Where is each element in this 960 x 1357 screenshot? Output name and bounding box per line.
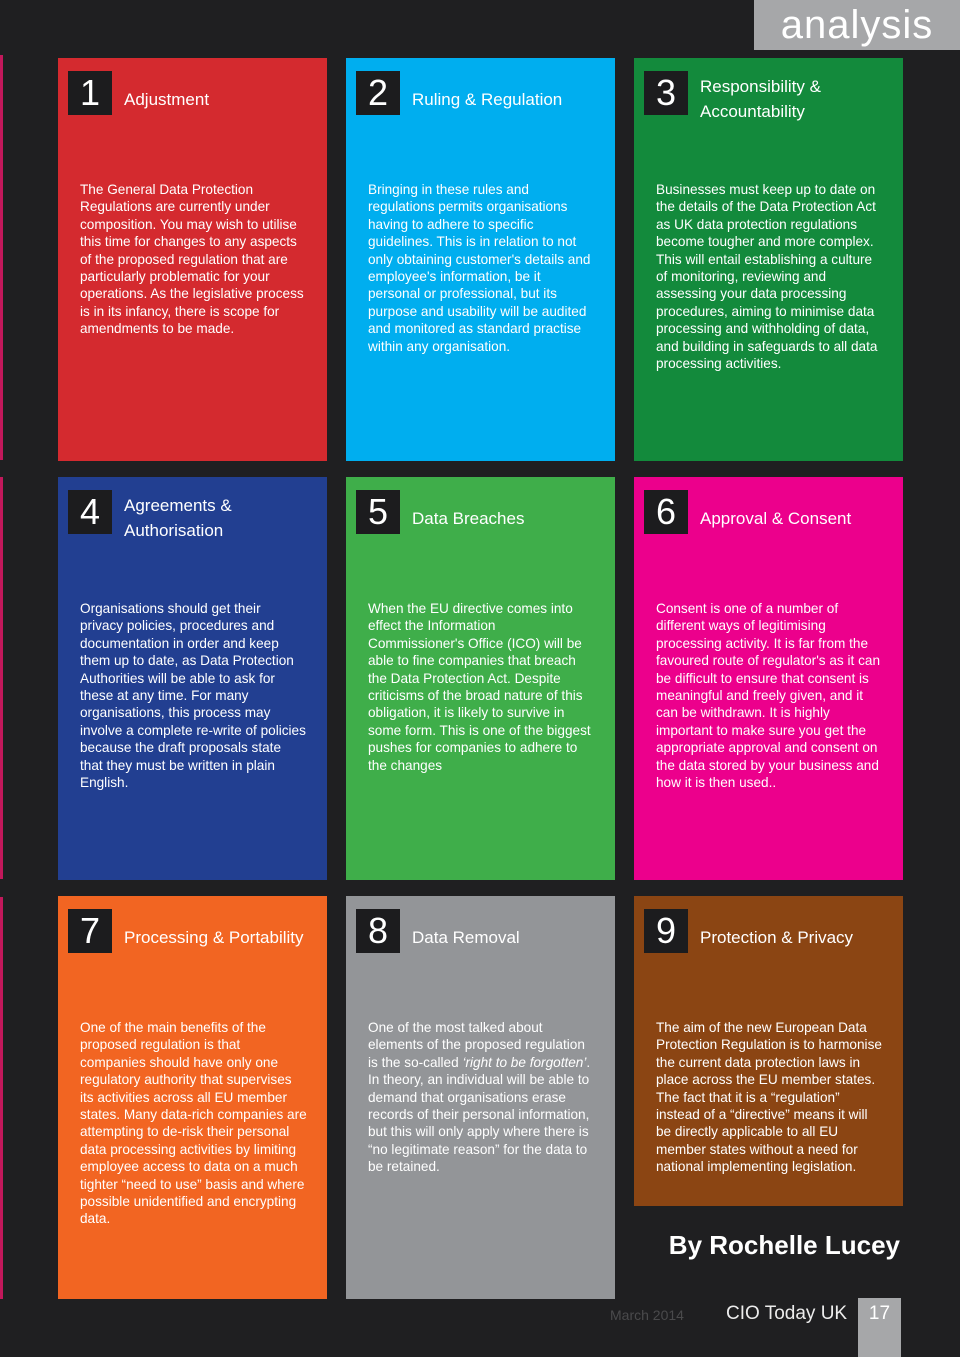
card-number: 2 [356,71,400,115]
card-body: The General Data Protection Regulations are currently under composition. You may wish to utilise this time for changes to any aspects of the proposed regulation that are particularly problematic for your operations. As the legislative process is in its infancy, there is scope for amendments to be made. [80,182,304,337]
section-tab: analysis [754,0,960,50]
card-title: Data Removal [412,927,520,947]
card-title: Approval & Consent [700,508,852,528]
edge-accent-top [0,55,3,460]
card-body: Organisations should get their privacy policies, procedures and documentation in order and keep them up to date, as Data Protection Authorities will be able to ask for these at any time. For many organisations, this process may involve a complete re-write of policies because the draft proposals state that they must be written in plain English. [80,601,306,791]
card-agreements-authorisation [58,477,327,880]
card-body [368,1019,595,1176]
card-title: Agreements & Authorisation [124,496,232,540]
card-body: Consent is one of a number of different ways of legitimising processing activity. It is far from the favoured route of regulator's as it can be difficult to ensure that consent is meaningful and freely given, and it can be withdrawn. It is highly important to make sure you get the appropriate approval and consent on the data stored by your business and how it is then used.. [656,601,880,791]
card-protection-privacy [634,896,903,1206]
card-body-text: . In theory, an individual will be able to demand that organisations erase records of their personal information, but this will only apply where there is “no legitimate reason” for the data to be retained. [368,1054,591,1175]
edge-accent-bottom [0,897,3,1299]
card-body: The aim of the new European Data Protection Regulation is to harmonise the current data protection laws in place across the EU member states. The fact that it is a “regulation” instead of a “directive” means it will be directly applicable to all EU member states without a need for national implementing legislation. [656,1020,882,1175]
edge-accent-middle [0,477,3,879]
card-body-text: One of the most talked about elements of the proposed regulation is the so-called [368,1020,585,1070]
card-body: When the EU directive comes into effect the Information Commissioner's Office (ICO) will be able to fine companies that breach the Data Protection Act. Despite criticisms of the broad nature of this obligation, it is likely to survive in some form. This is one of the biggest pushes for companies to adhere to the changes [368,601,591,773]
card-approval-consent [634,477,903,880]
card-number: 1 [68,71,112,115]
card-number: 3 [644,71,688,115]
card-number: 4 [68,490,112,534]
card-body: One of the main benefits of the proposed regulation is that companies should have only one regulatory authority that supervises its activities across all EU member states. Many data-rich companies are attempting to de-risk their personal data processing activities by limiting employee access to data on a much tighter “need to use” basis and where possible unidentified and encrypting data. [80,1020,307,1227]
card-body: Businesses must keep up to date on the details of the Data Protection Act as UK data protection regulations become tougher and more complex. This will entail establishing a culture of monitoring, reviewing and assessing your data processing procedures, aiming to minimise data processing and withholding of data, and building in safeguards to all data processing activities. [656,182,878,372]
card-title: Adjustment [124,89,210,109]
card-adjustment [58,58,327,461]
page-number: 17 [858,1298,901,1357]
card-ruling-regulation [346,58,615,461]
card-body: Bringing in these rules and regulations permits organisations having to adhere to specific guidelines. This is in relation to not only obtaining customer's details and employee's information, be it personal or professional, but its purpose and usability will be audited and monitored as standard practise within any organisation. [368,182,591,354]
card-number: 6 [644,490,688,534]
card-responsibility-accountability [634,58,903,461]
footer-date: March 2014 [610,1307,684,1323]
card-processing-portability [58,896,327,1299]
card-data-breaches [346,477,615,880]
card-body-emphasis: ‘right to be forgotten’ [462,1054,587,1070]
card-number: 8 [356,909,400,953]
card-number: 7 [68,909,112,953]
footer-publication: CIO Today UK [726,1303,848,1324]
card-title: Protection & Privacy [700,927,854,947]
card-title: Ruling & Regulation [412,89,563,109]
card-number: 5 [356,490,400,534]
author-byline: By Rochelle Lucey [668,1230,900,1260]
card-title: Data Breaches [412,508,525,528]
card-data-removal [346,896,615,1299]
card-title: Responsibility & Accountability [700,77,821,121]
card-title: Processing & Portability [124,927,304,947]
card-number: 9 [644,909,688,953]
